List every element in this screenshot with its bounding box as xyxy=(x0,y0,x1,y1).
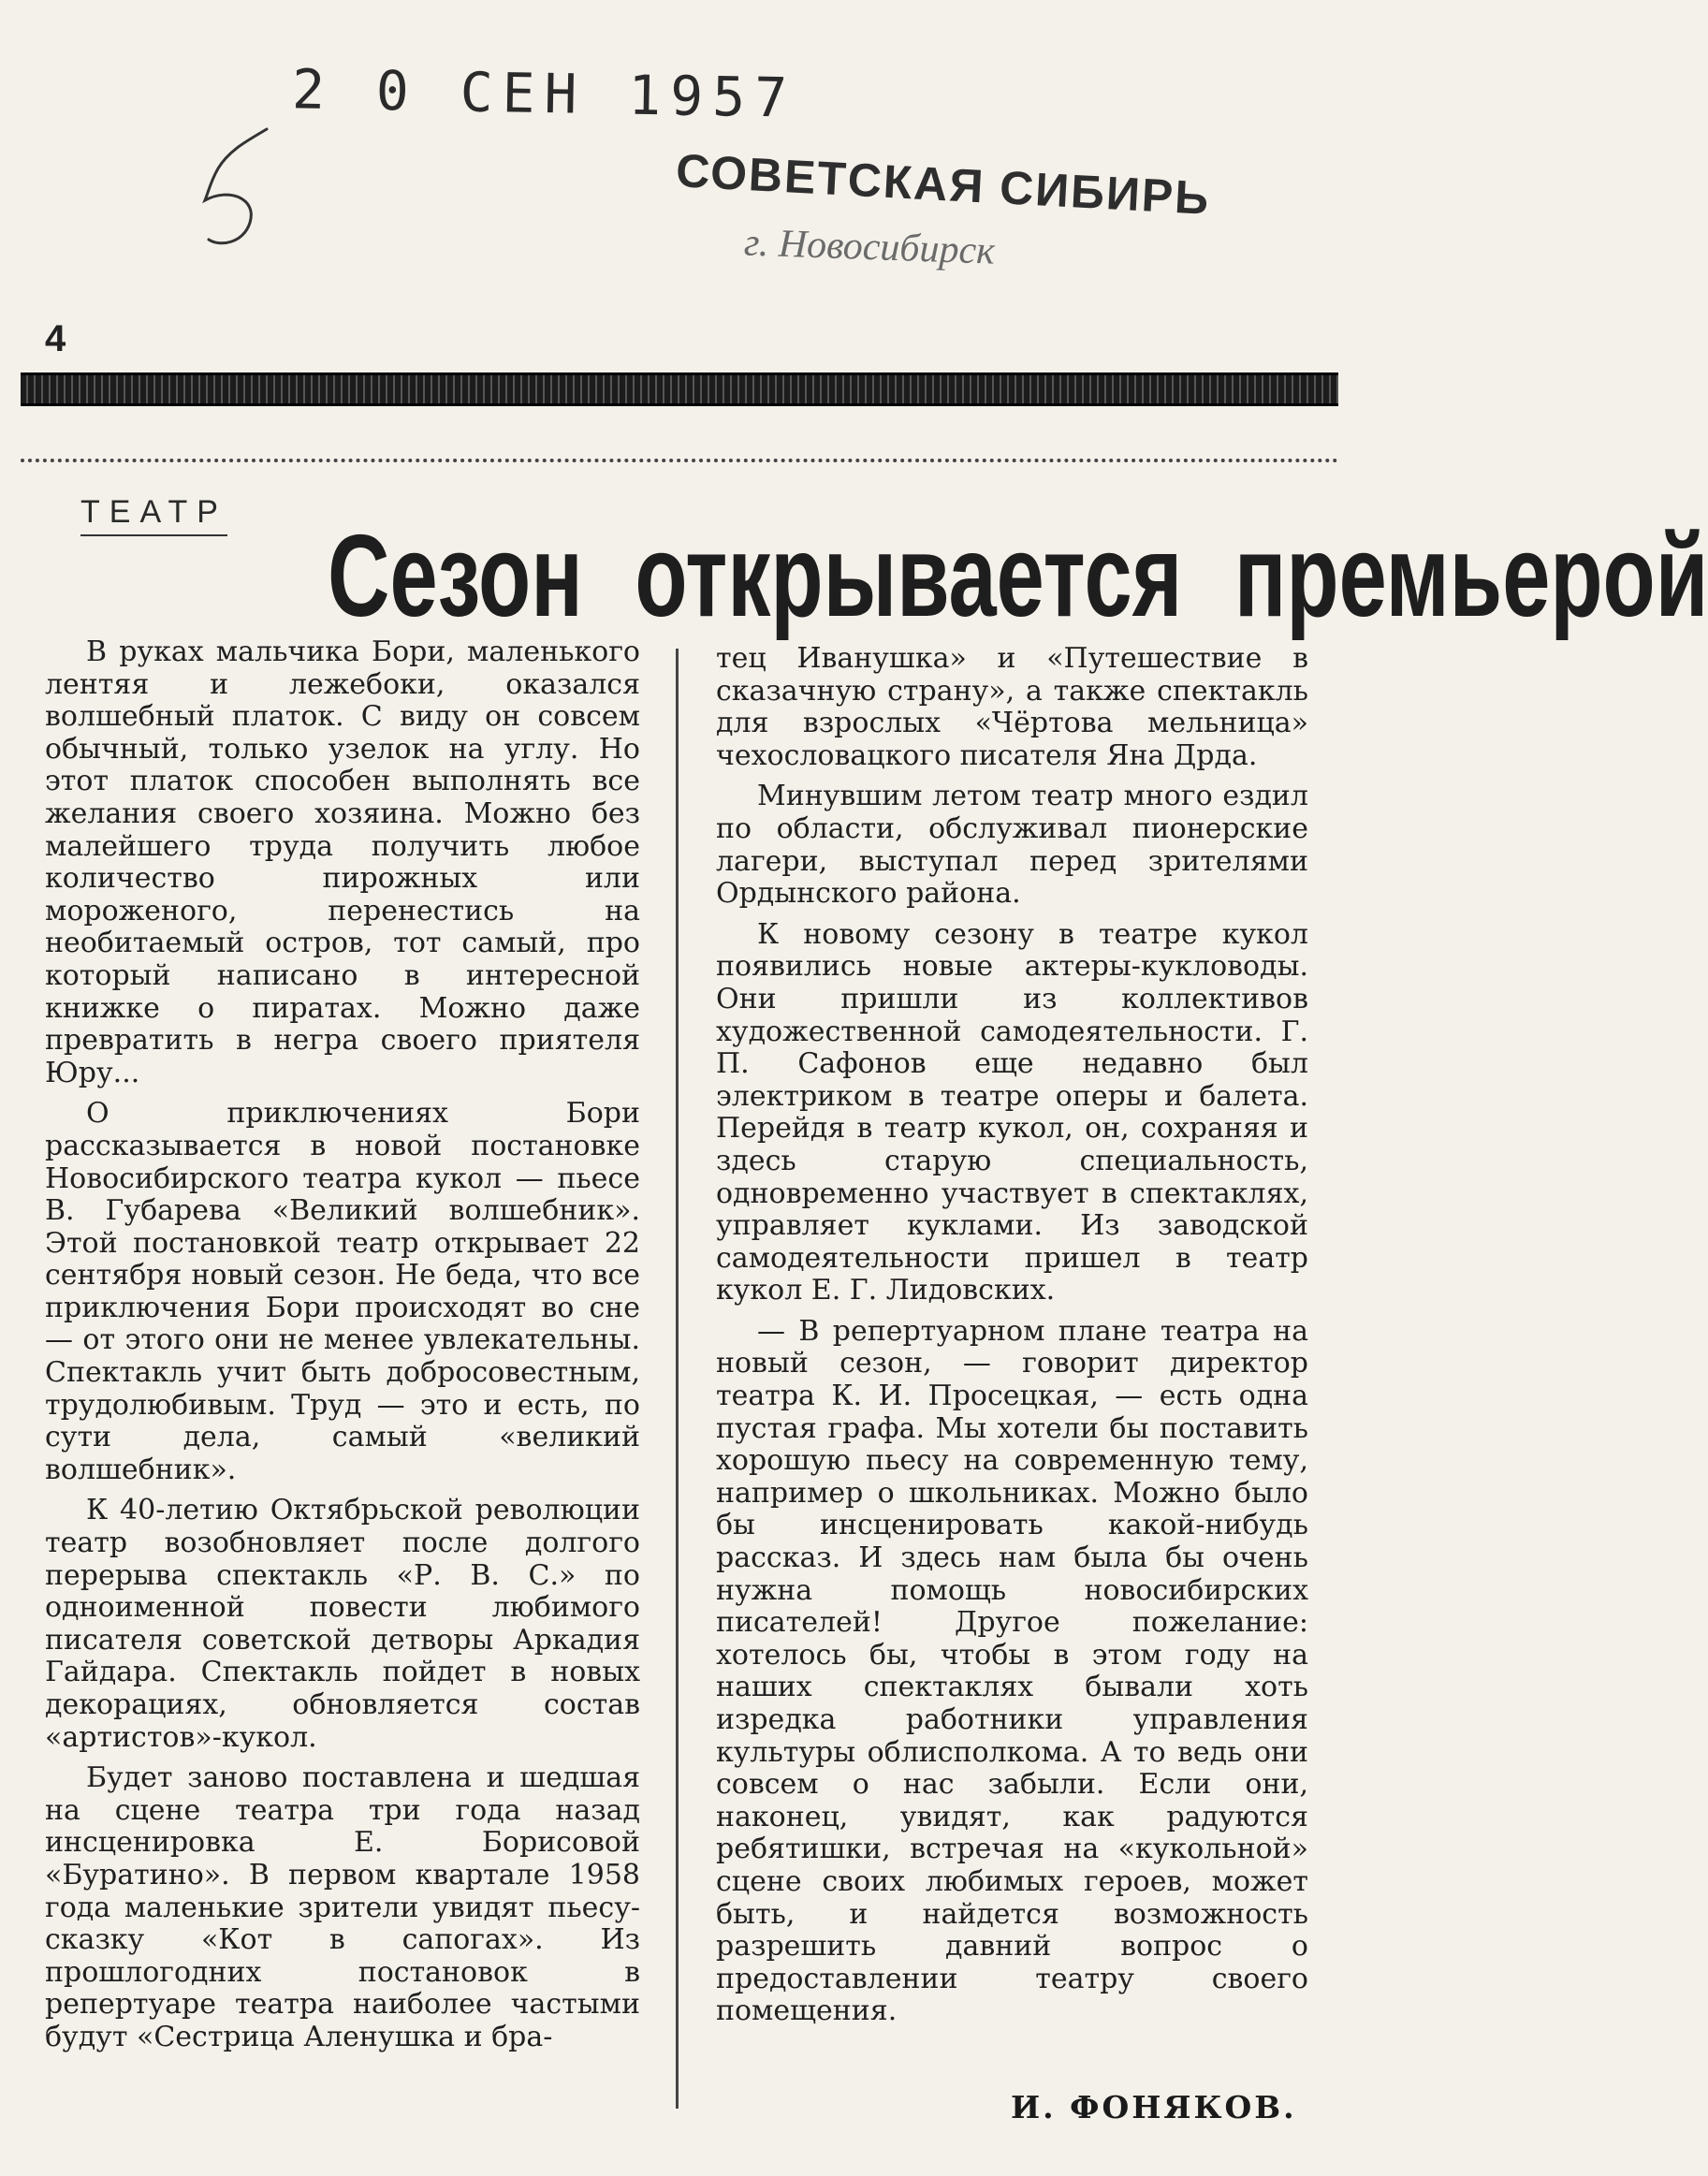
article-paragraph: — В репертуарном плане театра на новый сезон, — говорит директор театра К. И. Просецкая, — есть одна пустая графа. Мы хотели бы поставить хорошую пьесу на современную тему, например о школьниках. Можно было бы инсценировать какой-нибудь рассказ. И здесь нам была бы очень нужна помощь новосибирских писателей! Другое пожелание: хотелось бы, чтобы в этом году на наших спектаклях бывали хоть изредка работники управления культуры облисполкома. А то ведь они совсем о нас забыли. Если они, наконец, увидят, как радуются ребятишки, встречая на «кукольной» сцене своих любимых героев, может быть, и найдется возможность разрешить давний вопрос о предоставлении театру своего помещения. xyxy=(716,1314,1308,2028)
article-paragraph: Минувшим летом театр много ездил по области, обслуживал пионерские лагери, выступал перед зрителями Ордынского района. xyxy=(716,780,1308,911)
date-stamp: 2 0 СЕН 1957 xyxy=(291,57,797,130)
column-divider xyxy=(676,649,679,2109)
article-paragraph: тец Иванушка» и «Путешествие в сказачную страну», а также спектакль для взрослых «Чёртова мельница» чехословацкого писателя Яна Дрда. xyxy=(716,642,1308,772)
article-column-left xyxy=(45,636,640,2063)
archive-mark xyxy=(192,122,276,253)
city-stamp: г. Новосибирск xyxy=(743,221,996,273)
newspaper-stamp: СОВЕТСКАЯ СИБИРЬ xyxy=(674,144,1212,225)
article-paragraph: К новому сезону в театре кукол появились новые актеры-кукловоды. Они пришли из коллективов художественной самодеятельности. Г. П. Сафонов еще недавно был электриком в театре оперы и балета. Перейдя в театр кукол, он, сохраняя и здесь старую специальность, одновременно участвует в спектаклях, управляет куклами. Из заводской самодеятельности пришел в театр кукол Е. Г. Лидовских. xyxy=(716,917,1308,1307)
article-paragraph: К 40-летию Октябрьской революции театр возобновляет после долгого перерыва спектакль «Р. В. С.» по одноименной повести любимого писателя советской детворы Аркадия Гайдара. Спектакль пойдет в новых декорациях, обновляется состав «артистов»-кукол. xyxy=(45,1494,640,1754)
section-divider xyxy=(21,459,1338,462)
article-paragraph: О приключениях Бори рассказывается в новой постановке Новосибирского театра кукол — пьесе В. Губарева «Великий волшебник». Этой постановкой театр открывает 22 сентября новый сезон. Не беда, что все приключения Бори происходят во сне — от этого они не менее увлекательны. Спектакль учит быть добросовестным, трудолюбивым. Труд — это и есть, по сути дела, самый «великий волшебник». xyxy=(45,1097,640,1486)
section-rubric: ТЕАТР xyxy=(80,494,227,536)
article-column-right xyxy=(716,643,1308,2037)
article-paragraph: В руках мальчика Бори, маленького лентяя и лежебоки, оказался волшебный платок. С виду он совсем обычный, только узелок на углу. Но этот платок способен выполнять все желания своего хозяина. Можно без малейшего труда получить любое количество пирожных или мороженого, перенестись на необитаемый остров, тот самый, про который написано в интересной книжке о пиратах. Можно даже превратить в негра своего приятеля Юру... xyxy=(45,635,640,1089)
author-signature: И. ФОНЯКОВ. xyxy=(1011,2089,1297,2125)
article-headline: Сезон открывается премьерой xyxy=(328,512,1708,642)
article-paragraph: Будет заново поставлена и шедшая на сцене театра три года назад инсценировка Е. Борисовой «Буратино». В первом квартале 1958 года маленькие зрители увидят пьесу-сказку «Кот в сапогах». Из прошлогодних постановок в репертуаре театра наиболее частыми будут «Сестрица Аленушка и бра- xyxy=(45,1761,640,2053)
page-number: 4 xyxy=(45,318,66,359)
header-rule xyxy=(21,372,1338,406)
